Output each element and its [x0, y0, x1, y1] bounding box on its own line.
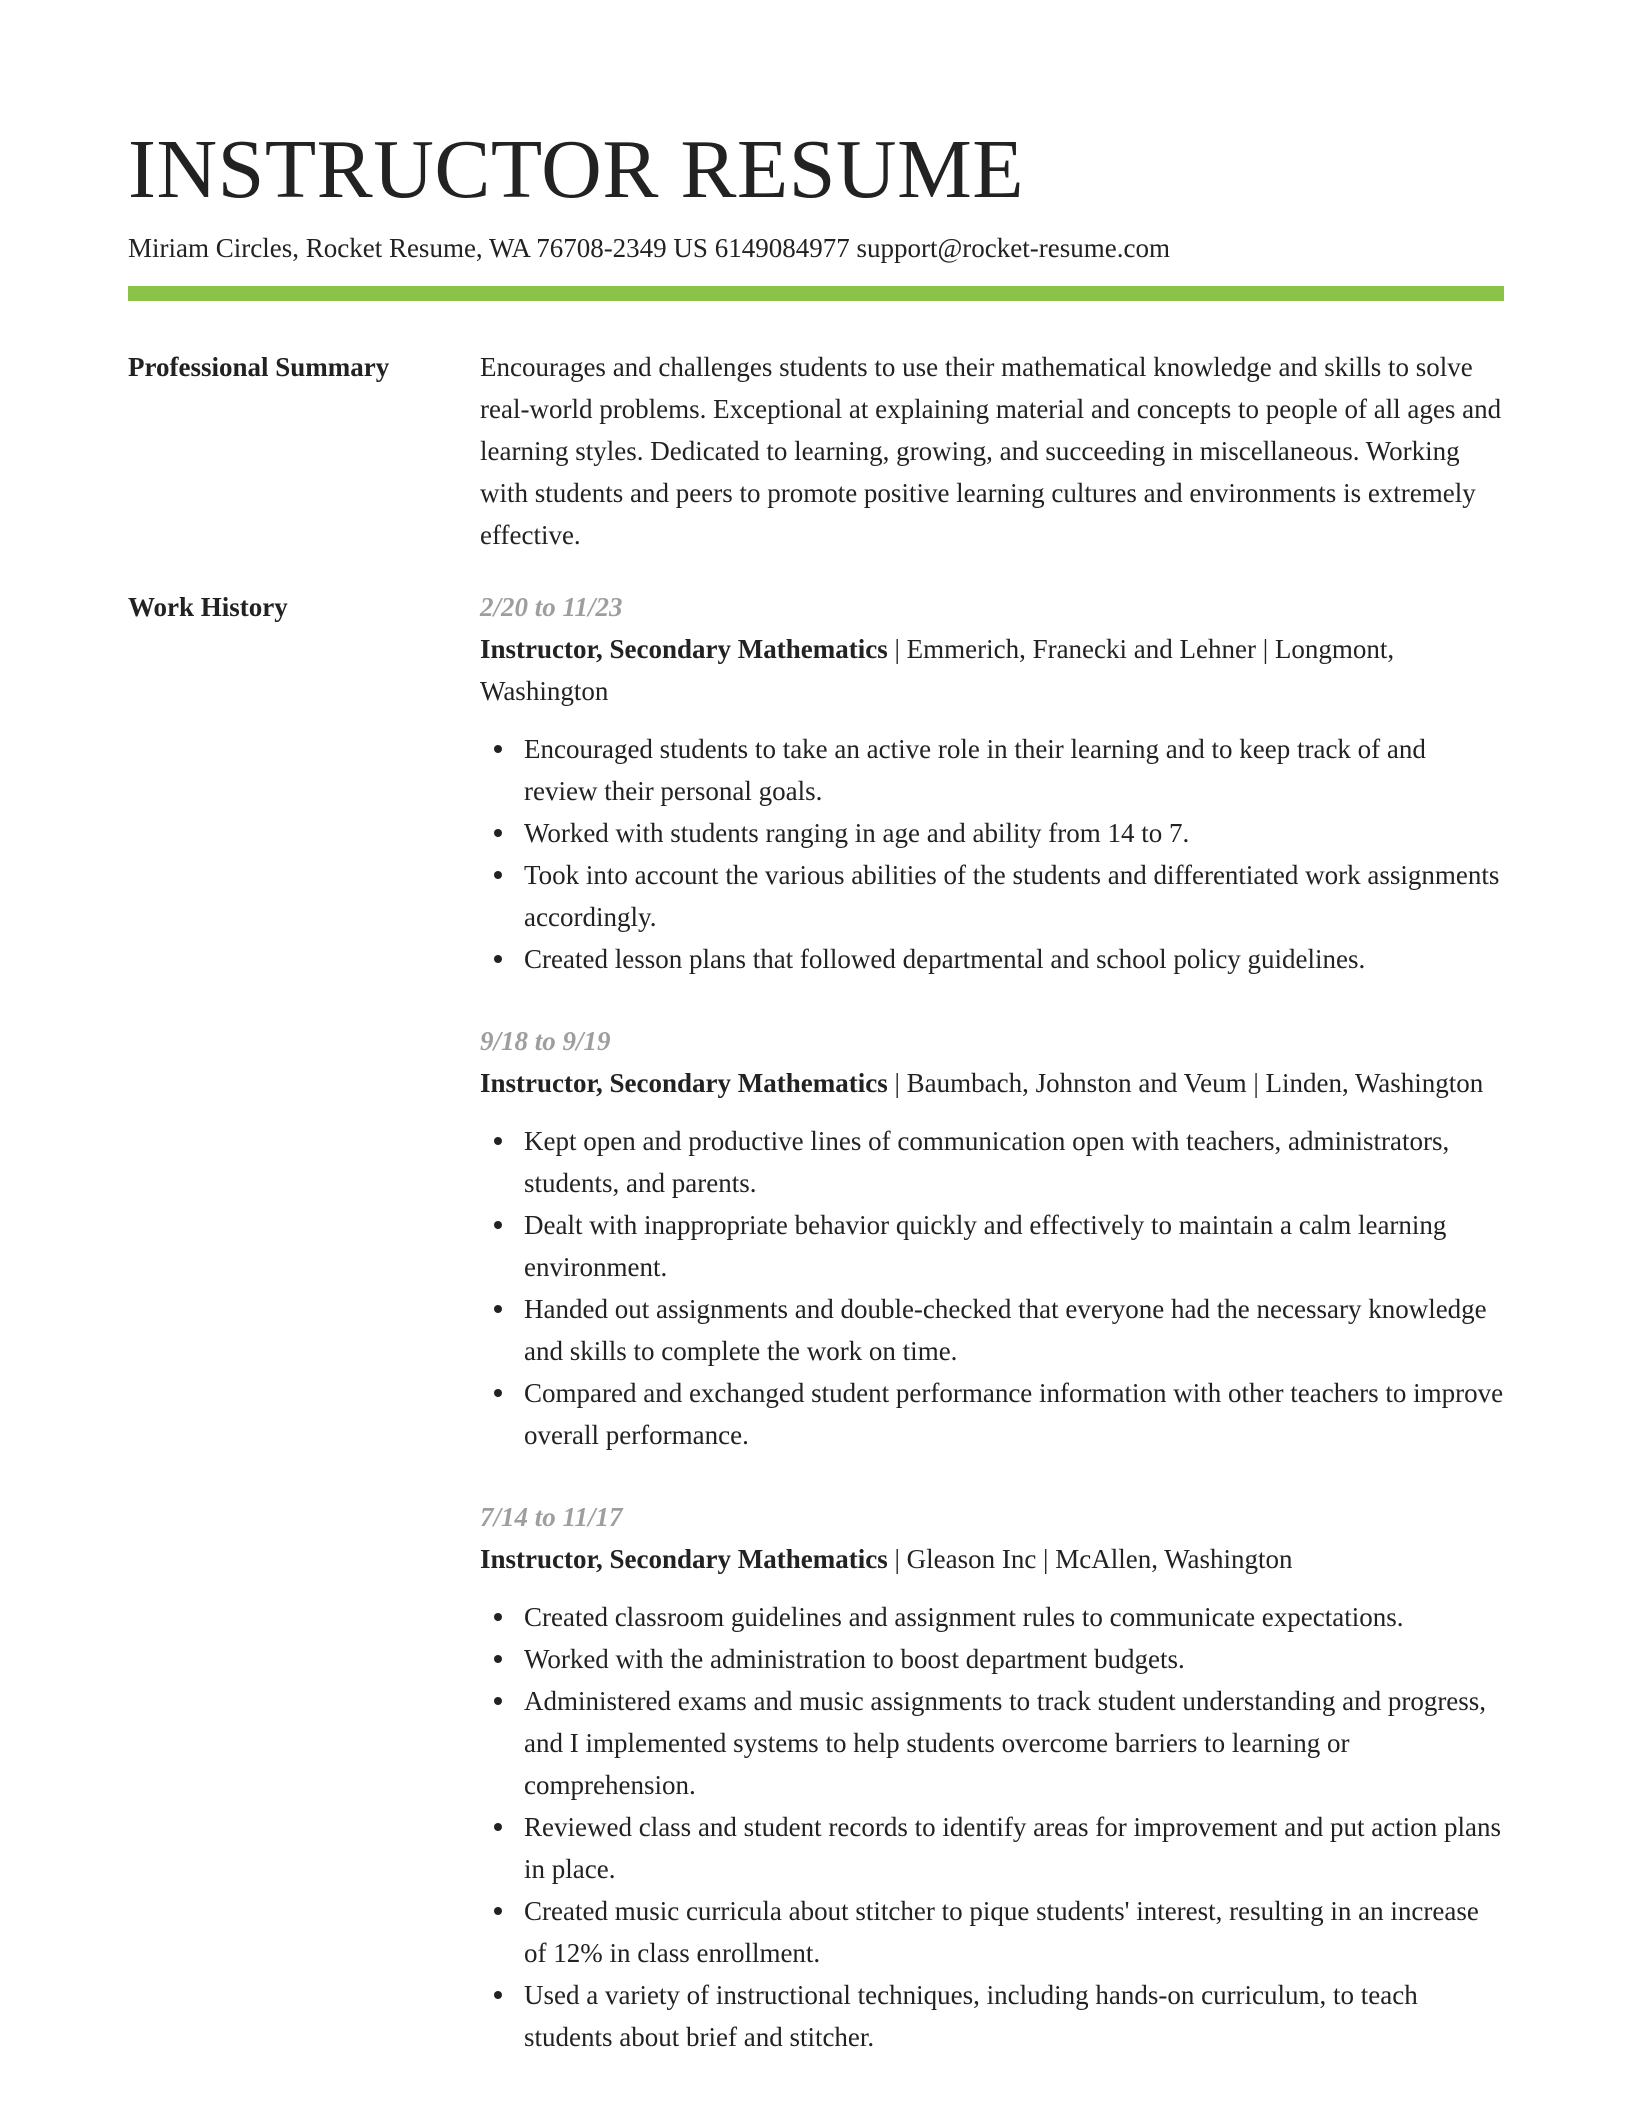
job-bullet-text: Dealt with inappropriate behavior quickly and effectively to maintain a calm learning environment.: [524, 1210, 1447, 1282]
bullet-dot-icon: [494, 1697, 502, 1705]
job-bullet: [480, 1120, 1504, 1204]
job-entry: [480, 586, 1504, 980]
job-entry: [480, 1496, 1504, 2058]
summary-body: [480, 346, 1504, 556]
job-header: [480, 1062, 1504, 1104]
job-employer-location: | Emmerich, Franecki and Lehner | Longmont, Washington: [480, 634, 1395, 706]
job-bullet: [480, 1596, 1504, 1638]
job-bullet-list: [480, 1596, 1504, 2058]
bullet-dot-icon: [494, 745, 502, 753]
job-title: Instructor, Secondary Mathematics: [480, 1544, 888, 1574]
job-title: Instructor, Secondary Mathematics: [480, 1068, 888, 1098]
job-employer-location: | Baumbach, Johnston and Veum | Linden, Washington: [887, 1068, 1484, 1098]
bullet-dot-icon: [494, 829, 502, 837]
bullet-dot-icon: [494, 871, 502, 879]
job-bullet: [480, 1372, 1504, 1456]
bullet-dot-icon: [494, 1137, 502, 1145]
job-bullet-text: Compared and exchanged student performance information with other teachers to improve overall performance.: [524, 1378, 1504, 1450]
bullet-dot-icon: [494, 1907, 502, 1915]
bullet-dot-icon: [494, 1305, 502, 1313]
job-header: [480, 628, 1504, 712]
work-history-label: Work History: [128, 592, 288, 622]
summary-text: Encourages and challenges students to use their mathematical knowledge and skills to solve real-world problems. Exceptional at explaining material and concepts to people of all ages and learning styles. Dedicated to learning, growing, and succeeding in miscellaneous. Working with students and peers to promote positive learning cultures and environments is extremely effective.: [480, 352, 1502, 550]
resume-title: INSTRUCTOR RESUME: [128, 123, 1025, 216]
job-header: [480, 1538, 1504, 1580]
job-bullet-text: Handed out assignments and double-checked that everyone had the necessary knowledge and skills to complete the work on time.: [524, 1294, 1487, 1366]
job-bullet: [480, 812, 1504, 854]
job-bullet: [480, 1288, 1504, 1372]
job-entry: [480, 1020, 1504, 1456]
bullet-dot-icon: [494, 1823, 502, 1831]
job-bullet: [480, 1680, 1504, 1806]
job-bullet-list: [480, 1120, 1504, 1456]
job-dates: 9/18 to 9/19: [480, 1026, 611, 1056]
job-bullet-text: Took into account the various abilities of the students and differentiated work assignments accordingly.: [524, 860, 1500, 932]
job-bullet: [480, 1974, 1504, 2058]
bullet-dot-icon: [494, 955, 502, 963]
job-bullet-list: [480, 728, 1504, 980]
bullet-dot-icon: [494, 1655, 502, 1663]
bullet-dot-icon: [494, 1991, 502, 1999]
job-bullet-text: Worked with the administration to boost department budgets.: [524, 1644, 1185, 1674]
job-bullet-text: Used a variety of instructional techniques, including hands-on curriculum, to teach students about brief and stitcher.: [524, 1980, 1418, 2052]
job-dates: 2/20 to 11/23: [480, 592, 623, 622]
job-bullet: [480, 728, 1504, 812]
bullet-dot-icon: [494, 1389, 502, 1397]
job-bullet-text: Encouraged students to take an active role in their learning and to keep track of and review their personal goals.: [524, 734, 1426, 806]
job-bullet: [480, 1204, 1504, 1288]
job-bullet: [480, 1890, 1504, 1974]
job-bullet-text: Administered exams and music assignments to track student understanding and progress, and I implemented systems to help students overcome barriers to learning or comprehension.: [524, 1686, 1487, 1800]
job-bullet-text: Kept open and productive lines of communication open with teachers, administrators, students, and parents.: [524, 1126, 1450, 1198]
work-history-body: [480, 586, 1504, 2098]
header-accent-rule: [128, 286, 1504, 301]
summary-label: Professional Summary: [128, 352, 390, 382]
bullet-dot-icon: [494, 1221, 502, 1229]
job-bullet: [480, 938, 1504, 980]
job-bullet-text: Reviewed class and student records to identify areas for improvement and put action plans in place.: [524, 1812, 1501, 1884]
job-title: Instructor, Secondary Mathematics: [480, 634, 888, 664]
job-dates: 7/14 to 11/17: [480, 1502, 623, 1532]
job-bullet-text: Worked with students ranging in age and ability from 14 to 7.: [524, 818, 1190, 848]
contact-line: Miriam Circles, Rocket Resume, WA 76708-2349 US 6149084977 support@rocket-resume.com: [128, 233, 1170, 263]
job-bullet-text: Created classroom guidelines and assignment rules to communicate expectations.: [524, 1602, 1404, 1632]
job-bullet: [480, 1806, 1504, 1890]
job-bullet-text: Created music curricula about stitcher to pique students' interest, resulting in an increase of 12% in class enrollment.: [524, 1896, 1479, 1968]
job-bullet: [480, 854, 1504, 938]
bullet-dot-icon: [494, 1613, 502, 1621]
job-bullet: [480, 1638, 1504, 1680]
job-employer-location: | Gleason Inc | McAllen, Washington: [887, 1544, 1293, 1574]
job-bullet-text: Created lesson plans that followed departmental and school policy guidelines.: [524, 944, 1366, 974]
